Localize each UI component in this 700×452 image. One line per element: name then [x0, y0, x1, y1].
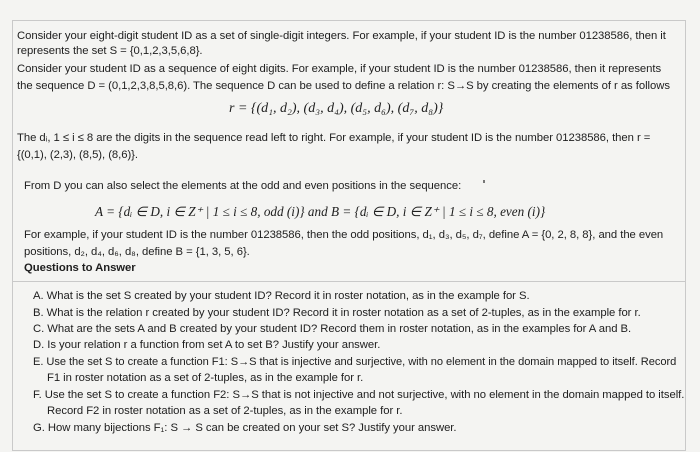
question-e-line-1: E. Use the set S to create a function F1: S→S that is injective and surjective, with no element in the domain mapped to itself. Record: [33, 356, 677, 368]
question-a: A. What is the set S created by your student ID? Record it in roster notation, as in the example for S.: [33, 290, 530, 302]
question-d: D. Is your relation r a function from set A to set B? Justify your answer.: [33, 339, 381, 351]
questions-heading: Questions to Answer: [24, 262, 136, 274]
example-ab-line-2: positions, d₂, d₄, d₆, d₈, define B = {1, 3, 5, 6}.: [24, 246, 250, 258]
question-b: B. What is the relation r created by your student ID? Record it in roster notation as a set of 2-tuples, as in the example for r.: [33, 307, 641, 319]
question-f-line-2: Record F2 in roster notation as a set of 2-tuples, as in the example for r.: [47, 405, 403, 417]
intro-line-2: represents the set S = {0,1,2,3,5,6,8}.: [17, 45, 203, 57]
stray-mark: [483, 180, 485, 183]
example-ab-line-1: For example, if your student ID is the number 01238586, then the odd positions, d₁, d₃, d₅, d₇, define A = {0, 2, 8, 8}, and the even: [24, 229, 664, 241]
positions-intro: From D you can also select the elements at the odd and even positions in the sequence:: [24, 180, 462, 192]
formula-r: r = {(d₁, d₂), (d₃, d₄), (d₅, d₆), (d₇, d₈)}: [229, 101, 444, 116]
question-e-line-2: F1 in roster notation as a set of 2-tuples, as in the example for r.: [47, 372, 364, 384]
question-c: C. What are the sets A and B created by your student ID? Record them in roster notation, as in the examples for A and B.: [33, 323, 632, 335]
question-g: G. How many bijections F₁: S → S can be created on your set S? Justify your answer.: [33, 422, 457, 434]
digits-text-line-1: The dᵢ, 1 ≤ i ≤ 8 are the digits in the sequence read left to right. For example, if your student ID is the number 01238586, then r =: [17, 132, 651, 144]
formula-a-b: A = {dᵢ ∈ D, i ∈ Z⁺ | 1 ≤ i ≤ 8, odd (i)} and B = {dᵢ ∈ D, i ∈ Z⁺ | 1 ≤ i ≤ 8, even (i)}: [95, 204, 546, 219]
intro-line-4: the sequence D = (0,1,2,3,8,5,8,6). The sequence D can be used to define a relation r: S→S by creating the elements of r as follows: [17, 80, 670, 92]
digits-text-line-2: {(0,1), (2,3), (8,5), (8,6)}.: [17, 149, 138, 161]
question-f-line-1: F. Use the set S to create a function F2: S→S that is not injective and not surjective, with no element in the domain mapped to itself.: [33, 389, 685, 401]
intro-line-1: Consider your eight-digit student ID as a set of single-digit integers. For example, if your student ID is the number 01238586, then it: [17, 30, 666, 42]
intro-line-3: Consider your student ID as a sequence of eight digits. For example, if your student ID is the number 01238586, then it represents: [17, 63, 662, 75]
